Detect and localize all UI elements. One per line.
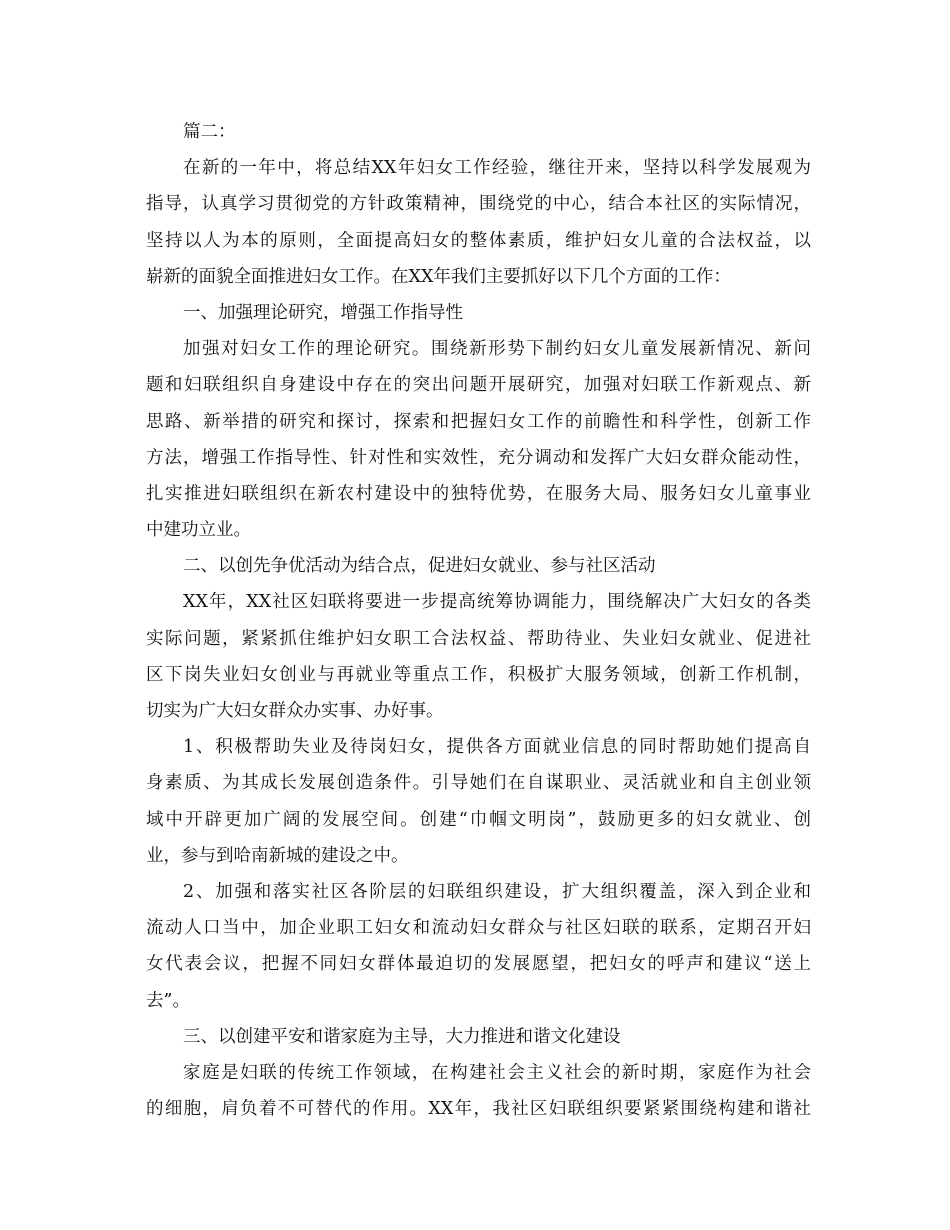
text-line: 域中开辟更加广阔的发展空间。创建“巾帼文明岗”，鼓励更多的妇女就业、创: [146, 809, 811, 830]
text-line: 崭新的面貌全面推进妇女工作。在XX年我们主要抓好以下几个方面的工作：: [146, 266, 731, 287]
text-line: 坚持以人为本的原则，全面提高妇女的整体素质，维护妇女儿童的合法权益，以: [146, 230, 811, 251]
text-line: 在新的一年中，将总结XX年妇女工作经验，继往开来，坚持以科学发展观为: [183, 158, 811, 179]
text-line: XX年，XX社区妇联将要进一步提高统筹协调能力，围绕解决广大妇女的各类: [183, 592, 811, 613]
text-line: 家庭是妇联的传统工作领域，在构建社会主义社会的新时期，家庭作为社会: [183, 1062, 811, 1083]
text-line: 流动人口当中，加企业职工妇女和流动妇女群众与社区妇联的联系，定期召开妇: [146, 918, 811, 939]
text-line: 二、以创先争优活动为结合点，促进妇女就业、参与社区活动: [183, 556, 656, 577]
text-line: 一、加强理论研究，增强工作指导性: [183, 302, 463, 323]
text-line: 指导，认真学习贯彻党的方针政策精神，围绕党的中心，结合本社区的实际情况，: [146, 194, 811, 215]
text-line: 思路、新举措的研究和探讨，探索和把握妇女工作的前瞻性和科学性，创新工作: [146, 411, 811, 432]
text-line: 实际问题，紧紧抓住维护妇女职工合法权益、帮助待业、失业妇女就业、促进社: [146, 628, 811, 649]
text-line: 业，参与到哈南新城的建设之中。: [146, 845, 409, 866]
text-line: 方法，增强工作指导性、针对性和实效性，充分调动和发挥广大妇女群众能动性，: [146, 447, 811, 468]
text-line: 扎实推进妇联组织在新农村建设中的独特优势，在服务大局、服务妇女儿童事业: [146, 483, 811, 504]
text-line: 区下岗失业妇女创业与再就业等重点工作，积极扩大服务领域，创新工作机制，: [146, 664, 811, 685]
text-line: 加强对妇女工作的理论研究。围绕新形势下制约妇女儿童发展新情况、新问: [183, 339, 811, 360]
text-line: 身素质、为其成长发展创造条件。引导她们在自谋职业、灵活就业和自主创业领: [146, 773, 811, 794]
text-line: 女代表会议，把握不同妇女群体最迫切的发展愿望，把妇女的呼声和建议“送上: [146, 954, 811, 975]
text-line: 的细胞，肩负着不可替代的作用。XX年，我社区妇联组织要紧紧围绕构建和谐社: [146, 1099, 811, 1120]
text-line: 切实为广大妇女群众办实事、办好事。: [146, 701, 444, 721]
text-line: 篇二：: [183, 122, 236, 142]
text-line: 三、以创建平安和谐家庭为主导，大力推进和谐文化建设: [183, 1026, 621, 1047]
document-body: [146, 114, 811, 1127]
text-line: 2、加强和落实社区各阶层的妇联组织建设，扩大组织覆盖，深入到企业和: [183, 881, 811, 902]
text-line: 题和妇联组织自身建设中存在的突出问题开展研究，加强对妇联工作新观点、新: [146, 375, 811, 396]
text-line: 去”。: [146, 990, 190, 1011]
text-line: 中建功立业。: [146, 520, 251, 541]
text-line: 1、积极帮助失业及待岗妇女，提供各方面就业信息的同时帮助她们提高自: [183, 737, 811, 758]
